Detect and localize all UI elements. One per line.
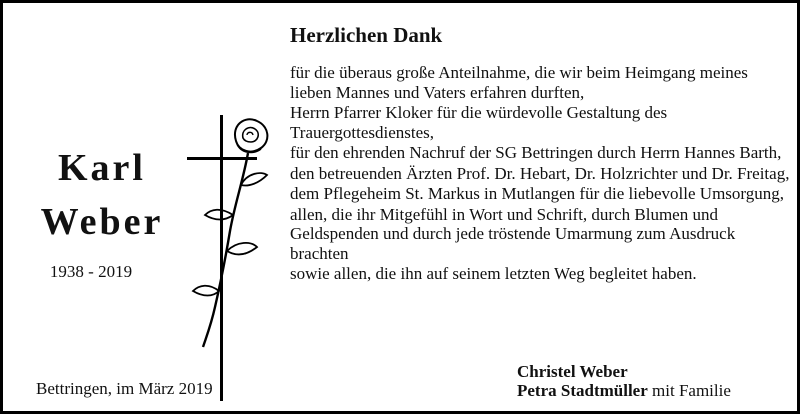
signature-petra	[517, 381, 731, 400]
thanks-text	[290, 63, 790, 285]
signature-petra-suffix: mit Familie	[652, 381, 731, 400]
thanks-paragraph: Herrn Pfarrer Kloker für die würdevolle Gestaltung des Trauergottesdienstes,	[290, 103, 668, 142]
cross-with-rose-icon	[181, 111, 281, 403]
deceased-name	[17, 141, 187, 249]
thanks-paragraph: sowie allen, die ihn auf seinem letzten Weg begleitet haben.	[290, 264, 697, 283]
place-and-date: Bettringen, im März 2019	[36, 379, 213, 398]
thanks-paragraph: für den ehrenden Nachruf der SG Bettringen durch Herrn Hannes Barth,	[290, 143, 782, 162]
deceased-first-name: Karl	[58, 147, 146, 189]
thanks-paragraph: den betreuenden Ärzten Prof. Dr. Hebart, Dr. Holzrichter und Dr. Freitag,	[290, 163, 790, 183]
signature-petra-name: Petra Stadtmüller	[517, 381, 648, 400]
life-years: 1938 - 2019	[49, 262, 133, 281]
signature-christel: Christel Weber	[517, 362, 628, 381]
thanks-paragraph: allen, die ihr Mitgefühl in Wort und Schrift, durch Blumen und Geldspenden und durch jede tröstende Umarmung zum Ausdruck brachten	[290, 204, 736, 263]
thanks-paragraph: dem Pflegeheim St. Markus in Mutlangen für die liebevolle Umsorgung,	[290, 184, 785, 203]
thanks-paragraph: für die überaus große Anteilnahme, die wir beim Heimgang meines lieben Mannes und Vaters erfahren durften,	[290, 63, 748, 102]
heading: Herzlichen Dank	[290, 23, 443, 47]
deceased-last-name: Weber	[40, 201, 164, 243]
signatures	[517, 362, 731, 400]
